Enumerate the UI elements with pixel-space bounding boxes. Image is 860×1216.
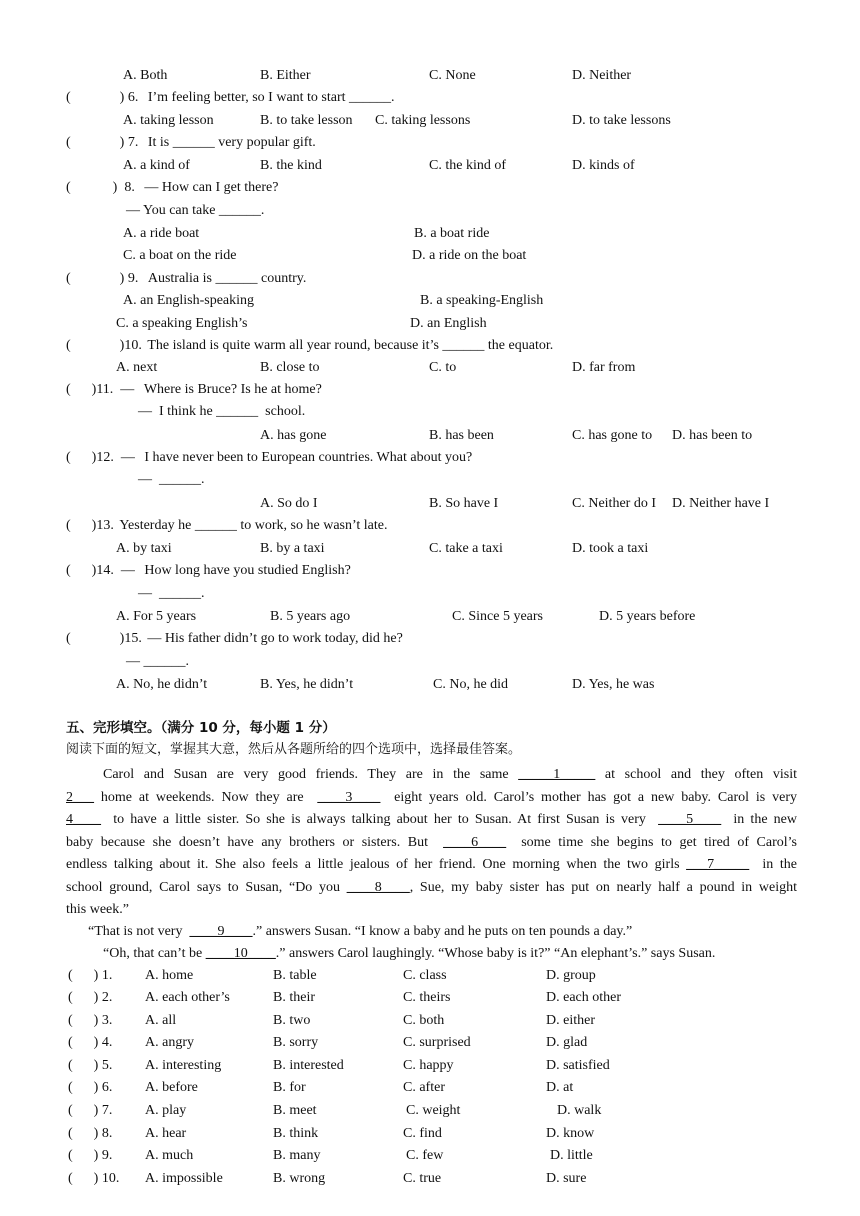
option-d[interactable]: D. kinds of (572, 158, 635, 173)
passage-text: .” answers Carol laughingly. “Whose baby is it?” “An elephant’s.” says Susan. (275, 946, 716, 961)
passage-text: some time she begins to get tired of Carol’s (506, 834, 797, 850)
question-response-line: — ______. (138, 472, 205, 487)
option-c[interactable]: C. No, he did (433, 677, 509, 692)
option-a[interactable]: A. No, he didn’t (116, 677, 208, 692)
option-a[interactable]: A. interesting (145, 1058, 222, 1073)
option-b[interactable]: B. a boat ride (414, 226, 490, 241)
section-instruction: 阅读下面的短文，掌握其大意，然后从各题所给的四个选项中，选择最佳答案。 (66, 742, 522, 757)
blank-5[interactable]: ____5____ (658, 812, 722, 827)
question-number: ( ) 5. (68, 1058, 113, 1073)
option-d[interactable]: D. each other (546, 990, 622, 1005)
blank-3[interactable]: ____3____ (317, 789, 381, 805)
passage-line (66, 899, 797, 922)
passage-text: “That is not very (88, 924, 190, 939)
question-number: ( ) 8. (68, 1126, 113, 1141)
option-d[interactable]: D. 5 years before (599, 609, 696, 624)
question-stem: It is ______ very popular gift. (147, 135, 316, 150)
option-c[interactable]: C. happy (403, 1058, 454, 1073)
question-number: ( )10. (66, 338, 142, 353)
option-d[interactable]: D. walk (557, 1103, 602, 1118)
option-a[interactable]: A. hear (145, 1126, 187, 1141)
option-d[interactable]: D. satisfied (546, 1058, 610, 1073)
option-c[interactable]: C. after (403, 1080, 445, 1095)
option-c[interactable]: C. few (406, 1148, 444, 1163)
question-response-line: — ______. (138, 586, 205, 601)
option-d[interactable]: D. Yes, he was (572, 677, 655, 692)
question-stem: — His father didn’t go to work today, did he? (147, 631, 403, 646)
question-number: ( )15. (66, 631, 142, 646)
question-13 (66, 516, 388, 536)
option-b[interactable]: B. 5 years ago (270, 609, 351, 624)
passage-line (103, 944, 715, 964)
question-15 (66, 629, 403, 649)
question-10 (66, 336, 553, 356)
option-d[interactable]: D. Neither have I (672, 496, 770, 511)
option-b[interactable]: B. has been (429, 428, 494, 443)
question-number: ( ) 9. (66, 271, 139, 286)
question-6 (66, 88, 395, 108)
question-11 (66, 380, 322, 400)
option-c[interactable]: C. has gone to (572, 428, 653, 443)
option-b[interactable]: B. by a taxi (260, 541, 325, 556)
question-stem: I’m feeling better, so I want to start ______. (147, 90, 395, 105)
option-a[interactable]: A. Both (123, 68, 168, 83)
passage-text: in the (749, 857, 797, 872)
passage-text: .” answers Susan. “I know a baby and he puts on ten pounds a day.” (252, 924, 633, 939)
question-number: ( )11. — (66, 382, 135, 397)
option-c[interactable]: C. taking lessons (375, 113, 471, 128)
option-a[interactable]: A. has gone (260, 428, 327, 443)
option-b[interactable]: B. table (273, 968, 317, 983)
option-d[interactable]: D. little (550, 1148, 593, 1163)
question-number: ( ) 8. (66, 180, 135, 195)
option-c[interactable]: C. None (429, 68, 476, 83)
passage-text: “Oh, that can’t be (103, 946, 206, 961)
question-number: ( ) 9. (68, 1148, 113, 1163)
passage-text: , Sue, my baby sister has put on nearly half a pound in weight (409, 879, 797, 895)
blank-4[interactable]: 4____ (66, 812, 101, 827)
option-a[interactable]: A. a kind of (123, 158, 190, 173)
option-b[interactable]: B. think (273, 1126, 319, 1141)
option-b[interactable]: B. to take lesson (260, 113, 353, 128)
option-a[interactable]: A. So do I (260, 496, 318, 511)
question-14 (66, 561, 351, 581)
blank-7[interactable]: ___7_____ (686, 857, 750, 872)
passage-text: at school and they often visit (595, 767, 797, 782)
question-stem: I have never been to European countries. What about you? (144, 450, 473, 465)
option-b[interactable]: B. two (273, 1013, 311, 1028)
option-d[interactable]: D. an English (410, 316, 487, 331)
option-c[interactable]: C. a boat on the ride (123, 248, 237, 263)
passage-line (66, 764, 797, 787)
passage-line (88, 922, 632, 942)
question-number: ( ) 2. (68, 990, 113, 1005)
blank-9[interactable]: ____9____ (189, 924, 253, 939)
blank-2[interactable]: 2___ (66, 789, 94, 805)
option-c[interactable]: C. the kind of (429, 158, 506, 173)
option-b[interactable]: B. their (273, 990, 315, 1005)
option-a[interactable]: A. taking lesson (123, 113, 214, 128)
passage-line (66, 832, 797, 855)
question-number: ( ) 7. (68, 1103, 113, 1118)
option-b[interactable]: B. wrong (273, 1171, 326, 1186)
passage-line (66, 809, 797, 832)
option-d[interactable]: D. to take lessons (572, 113, 671, 128)
option-a[interactable]: A. home (145, 968, 194, 983)
option-c[interactable]: C. weight (406, 1103, 461, 1118)
option-c[interactable]: C. find (403, 1126, 442, 1141)
option-a[interactable]: A. by taxi (116, 541, 172, 556)
option-c[interactable]: C. theirs (403, 990, 451, 1005)
question-number: ( )13. (66, 518, 114, 533)
blank-10[interactable]: ____10____ (205, 946, 276, 961)
option-c[interactable]: C. class (403, 968, 447, 983)
option-a[interactable]: A. angry (145, 1035, 194, 1050)
option-d[interactable]: D. sure (546, 1171, 587, 1186)
passage-text: this week.” (66, 902, 129, 917)
passage-text: school ground, Carol says to Susan, “Do you (66, 879, 347, 895)
passage-text: to have a little sister. So she is always talking about her to Susan. At first Susan is very (101, 812, 659, 827)
option-d[interactable]: D. either (546, 1013, 595, 1028)
option-a[interactable]: A. For 5 years (116, 609, 197, 624)
question-stem: How long have you studied English? (144, 563, 351, 578)
option-b[interactable]: B. meet (273, 1103, 317, 1118)
option-d[interactable]: D. Neither (572, 68, 632, 83)
option-b[interactable]: B. Yes, he didn’t (260, 677, 354, 692)
option-c[interactable]: C. surprised (403, 1035, 471, 1050)
option-d[interactable]: D. glad (546, 1035, 588, 1050)
option-c[interactable]: C. to (429, 360, 457, 375)
question-number: ( ) 6. (68, 1080, 113, 1095)
question-number: ( ) 1. (68, 968, 113, 983)
question-9 (66, 269, 306, 289)
question-number: ( )12. — (66, 450, 135, 465)
blank-6[interactable]: ____6____ (443, 834, 507, 850)
passage-text: eight years old. Carol’s mother has got a new baby. Carol is very (380, 789, 797, 805)
option-b[interactable]: B. Either (260, 68, 311, 83)
passage-text: Carol and Susan are very good friends. They are in the same (103, 767, 519, 782)
option-b[interactable]: B. sorry (273, 1035, 319, 1050)
option-b[interactable]: B. So have I (429, 496, 499, 511)
question-8 (66, 178, 278, 198)
option-a[interactable]: A. much (145, 1148, 194, 1163)
option-c[interactable]: C. both (403, 1013, 445, 1028)
question-number: ( ) 4. (68, 1035, 113, 1050)
option-a[interactable]: A. a ride boat (123, 226, 200, 241)
section-heading: 五、完形填空。（满分 10 分，每小题 1 分） (66, 720, 336, 736)
question-12 (66, 448, 472, 468)
question-7 (66, 133, 316, 153)
option-d[interactable]: D. group (546, 968, 596, 983)
question-stem: Australia is ______ country. (147, 271, 307, 286)
option-c[interactable]: C. true (403, 1171, 442, 1186)
option-a[interactable]: A. play (145, 1103, 187, 1118)
question-number: ( ) 6. (66, 90, 139, 105)
passage-line (66, 877, 797, 900)
option-d[interactable]: D. has been to (672, 428, 753, 443)
blank-1[interactable]: _____1_____ (518, 767, 596, 782)
option-d[interactable]: D. at (546, 1080, 574, 1095)
option-a[interactable]: A. an English-speaking (123, 293, 255, 308)
passage-line (66, 854, 797, 877)
question-response-line: — ______. (126, 654, 189, 669)
question-stem: Where is Bruce? Is he at home? (143, 382, 322, 397)
cloze-passage (66, 764, 797, 922)
question-number: ( ) 3. (68, 1013, 113, 1028)
question-stem: — How can I get there? (144, 180, 279, 195)
option-b[interactable]: B. for (273, 1080, 306, 1095)
option-b[interactable]: B. many (273, 1148, 321, 1163)
option-c[interactable]: C. take a taxi (429, 541, 503, 556)
option-d[interactable]: D. took a taxi (572, 541, 649, 556)
question-response-line: — I think he ______ school. (138, 404, 306, 419)
option-b[interactable]: B. the kind (260, 158, 322, 173)
option-a[interactable]: A. before (145, 1080, 198, 1095)
option-a[interactable]: A. each other’s (145, 990, 230, 1005)
question-number: ( ) 7. (66, 135, 139, 150)
question-stem: Yesterday he ______ to work, so he wasn’t late. (119, 518, 388, 533)
option-a[interactable]: A. all (145, 1013, 177, 1028)
blank-8[interactable]: ____8____ (346, 879, 410, 895)
option-b[interactable]: B. interested (273, 1058, 344, 1073)
option-b[interactable]: B. close to (260, 360, 320, 375)
passage-text: endless talking about it. She also feels a little jealous of her friend. One morning when the two girls (66, 857, 687, 872)
option-d[interactable]: D. know (546, 1126, 595, 1141)
option-d[interactable]: D. a ride on the boat (412, 248, 527, 263)
passage-text: baby because she doesn’t have any brothers or sisters. But (66, 834, 444, 850)
passage-text: in the new (721, 812, 797, 827)
question-number: ( )14. — (66, 563, 135, 578)
option-b[interactable]: B. a speaking-English (420, 293, 544, 308)
passage-text: home at weekends. Now they are (94, 789, 318, 805)
option-a[interactable]: A. next (116, 360, 158, 375)
question-response-line: — You can take ______. (126, 203, 265, 218)
option-c[interactable]: C. a speaking English’s (116, 316, 248, 331)
option-a[interactable]: A. impossible (145, 1171, 223, 1186)
option-c[interactable]: C. Since 5 years (452, 609, 543, 624)
question-number: ( ) 10. (68, 1171, 120, 1186)
option-c[interactable]: C. Neither do I (572, 496, 656, 511)
passage-line (66, 787, 797, 810)
option-d[interactable]: D. far from (572, 360, 636, 375)
question-stem: The island is quite warm all year round, because it’s ______ the equator. (147, 338, 554, 353)
